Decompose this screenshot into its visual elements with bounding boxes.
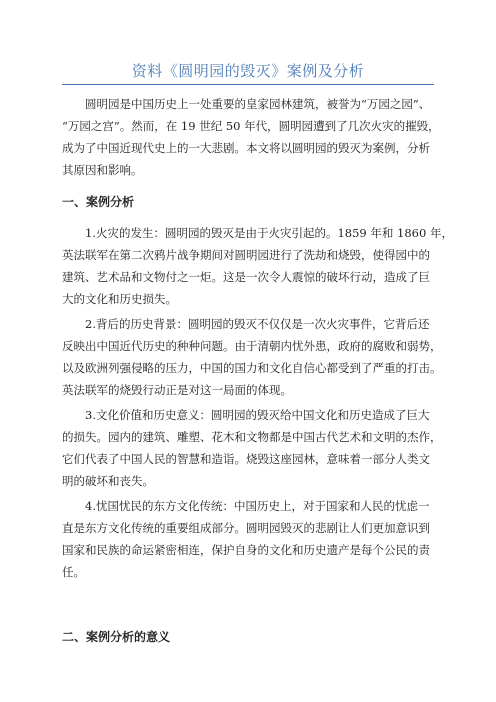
intro-paragraph: [62, 93, 442, 181]
section-heading-2: 二、案例分析的意义: [62, 630, 171, 644]
paragraph-line: 明的破坏和丧失。: [62, 474, 154, 488]
section-heading-1: 一、案例分析: [62, 195, 135, 209]
paragraph-line: 英法联军的烧毁行动正是对这一局面的体现。: [62, 383, 292, 397]
intro-line: 成为了中国近现代史上的一大悲剧。本文将以圆明园的毁灭为案例，分析: [62, 141, 430, 155]
title-rule: [62, 84, 434, 85]
paragraph-line: 2.背后的历史背景：圆明园的毁灭不仅仅是一次火灾事件，它背后还: [85, 317, 430, 331]
paragraph-4: [62, 495, 442, 583]
paragraph-1: [62, 222, 453, 310]
intro-line: 其原因和影响。: [62, 163, 143, 177]
paragraph-line: 1.火灾的发生：圆明园的毁灭是由于火灾引起的。1859 年和 1860 年，: [85, 226, 453, 240]
paragraph-line: 的损失。园内的建筑、雕塑、花木和文物都是中国古代艺术和文明的杰作，: [62, 430, 442, 444]
paragraph-line: 国家和民族的命运紧密相连，保护自身的文化和历史遗产是每个公民的责: [62, 543, 430, 557]
paragraph-3: [62, 404, 442, 492]
intro-line: “万园之宫”。然而，在 19 世纪 50 年代，圆明园遭到了几次火灾的摧毁，: [62, 119, 440, 133]
paragraph-line: 任。: [62, 565, 85, 579]
paragraph-2: [62, 313, 442, 401]
paragraph-line: 以及欧洲列强侵略的压力，中国的国力和文化自信心都受到了严重的打击。: [62, 361, 442, 375]
paragraph-line: 反映出中国近代历史的种种问题。由于清朝内忧外患，政府的腐败和弱势，: [62, 339, 442, 353]
paragraph-line: 大的文化和历史损失。: [62, 292, 177, 306]
paragraph-line: 建筑、艺术品和文物付之一炬。这是一次令人震惊的破坏行动，造成了巨: [62, 270, 430, 284]
paragraph-line: 英法联军在第二次鸦片战争期间对圆明园进行了洗劫和烧毁，使得园中的: [62, 248, 430, 262]
paragraph-line: 直是东方文化传统的重要组成部分。圆明园毁灭的悲剧让人们更加意识到: [62, 521, 430, 535]
paragraph-line: 4.忧国忧民的东方文化传统：中国历史上，对于国家和人民的忧虑一: [85, 499, 430, 513]
paragraph-line: 它们代表了中国人民的智慧和造诣。烧毁这座园林，意味着一部分人类文: [62, 452, 430, 466]
intro-line: 圆明园是中国历史上一处重要的皇家园林建筑，被誉为“万园之园”、: [85, 97, 431, 111]
document-title: 资料《圆明园的毁灭》案例及分析: [131, 62, 365, 80]
paragraph-line: 3.文化价值和历史意义：圆明园的毁灭给中国文化和历史造成了巨大: [85, 408, 430, 422]
